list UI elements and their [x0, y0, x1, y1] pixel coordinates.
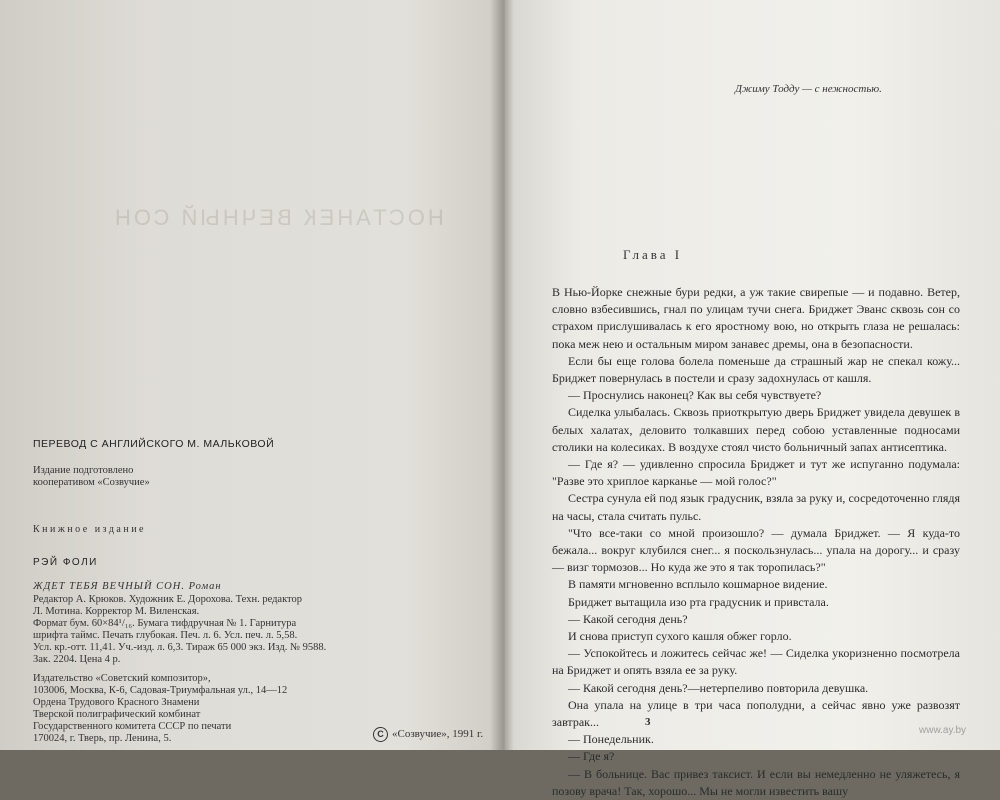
- paragraph: Бриджет вытащила изо рта градусник и привстала.: [568, 594, 829, 609]
- credits-line-2: Л. Мотина. Корректор М. Виленская.: [33, 606, 200, 617]
- paragraph: "Что все-таки со мной произошло? — думала Бриджет. — Я куда-то бежала... вокруг клубился снег... я поскользнулась... упала на дорогу... и сразу — визг тормозов... Но куда же это я так торопилась?": [552, 525, 960, 575]
- left-page: [0, 0, 505, 750]
- paragraph: — Где я? — удивленно спросила Бриджет и тут же испуганно подумала: "Разве это хриплое карканье — мой голос?": [552, 457, 960, 489]
- dedication: Джиму Тодду — с нежностью.: [735, 83, 882, 95]
- book-title: ЖДЕТ ТЕБЯ ВЕЧНЫЙ СОН. Роман: [33, 581, 222, 592]
- paragraph: — Понедельник.: [568, 732, 654, 747]
- book-gutter: [490, 0, 514, 750]
- chapter-heading: Глава I: [623, 247, 683, 262]
- paragraph: — Где я?: [568, 749, 615, 764]
- publisher-line-2: 103006, Москва, К-6, Садовая-Триумфальная ул., 14—12: [33, 685, 288, 696]
- show-through-text: НОСТАНЕК ВЕЧНЫЙ СОН: [112, 205, 444, 230]
- prepared-line-1: Издание подготовлено: [33, 465, 134, 476]
- publisher-line-3: Ордена Трудового Красного Знамени: [33, 697, 200, 708]
- copyright-symbol: C: [373, 727, 388, 742]
- paragraph: — В больнице. Вас привез таксист. И если вы немедленно не уляжетесь, я позову врача! Так, хорошо... Мы не могли известить вашу: [552, 766, 960, 798]
- paragraph: Сестра сунула ей под язык градусник, взяла за руку и, сосредоточенно глядя на часы, стала считать пульс.: [552, 491, 960, 523]
- credits-line-3: Формат бум. 60×84¹/₁₆. Бумага тифдручная № 1. Гарнитура: [33, 618, 297, 629]
- paragraph: В памяти мгновенно всплыло кошмарное видение.: [568, 577, 828, 592]
- paragraph: В Нью-Йорке снежные бури редки, а уж такие свирепые — и подавно. Ветер, словно взбесившись, гнал по улицам тучи снега. Бриджет Эванс сквозь сон со страхом прислушивалась к его яростному вою, но открыть глаза не решалась: пока меж нею и остальным миром занавес дремы, она в безопасности.: [552, 285, 960, 351]
- publisher-line-6: 170024, г. Тверь, пр. Ленина, 5.: [33, 733, 172, 744]
- credits-line-4: шрифта таймс. Печать глубокая. Печ. л. 6. Усл. печ. л. 5,58.: [33, 630, 298, 641]
- chapter-text: [552, 284, 960, 800]
- prepared-line-2: кооперативом «Созвучие»: [33, 477, 150, 488]
- paragraph: Сиделка улыбалась. Сквозь приоткрытую дверь Бриджет увидела девушек в белых халатах, деловито толкавших перед собою уставленные подносами столики на колесиках. В воздухе стоял чисто больничный запах антисептика.: [552, 405, 960, 454]
- translation-credit: ПЕРЕВОД С АНГЛИЙСКОГО М. МАЛЬКОВОЙ: [33, 438, 275, 450]
- copyright-text: «Созвучие», 1991 г.: [392, 728, 484, 740]
- copyright-notice: [373, 727, 483, 742]
- publisher-line-5: Государственного комитета СССР по печати: [33, 721, 232, 732]
- book-type: Книжное издание: [33, 524, 146, 535]
- publisher-line-1: Издательство «Советский композитор»,: [33, 673, 211, 684]
- paragraph: И снова приступ сухого кашля обжег горло.: [568, 629, 792, 644]
- paragraph: — Какой сегодня день?: [568, 611, 688, 626]
- paragraph: Она упала на улице в три часа пополудни, а сейчас явно уже развозят завтрак...: [552, 697, 960, 730]
- credits-line-5: Усл. кр.-отт. 11,41. Уч.-изд. л. 6,3. Тираж 65 000 экз. Изд. № 9588.: [33, 642, 327, 653]
- credits-line-1: Редактор А. Крюков. Художник Е. Дорохова. Техн. редактор: [33, 594, 303, 605]
- paragraph: Если бы еще голова болела поменьше да страшный жар не спекал кожу... Бриджет повернулась в постели и сразу задохнулась от кашля.: [552, 353, 960, 386]
- right-page: [505, 0, 1000, 798]
- paragraph: — Проснулись наконец? Как вы себя чувствуете?: [568, 388, 822, 403]
- page-number: 3: [645, 716, 651, 728]
- author: РЭЙ ФОЛИ: [33, 557, 98, 568]
- watermark: www.ay.by: [919, 725, 967, 736]
- paragraph: — Какой сегодня день?—нетерпеливо повторила девушка.: [568, 680, 869, 695]
- paragraph: — Успокойтесь и ложитесь сейчас же! — Сиделка укоризненно посмотрела на Бриджет и опять взяла ее за руку.: [552, 646, 960, 678]
- publisher-line-4: Тверской полиграфический комбинат: [33, 709, 201, 720]
- credits-line-6: Зак. 2204. Цена 4 р.: [33, 654, 121, 665]
